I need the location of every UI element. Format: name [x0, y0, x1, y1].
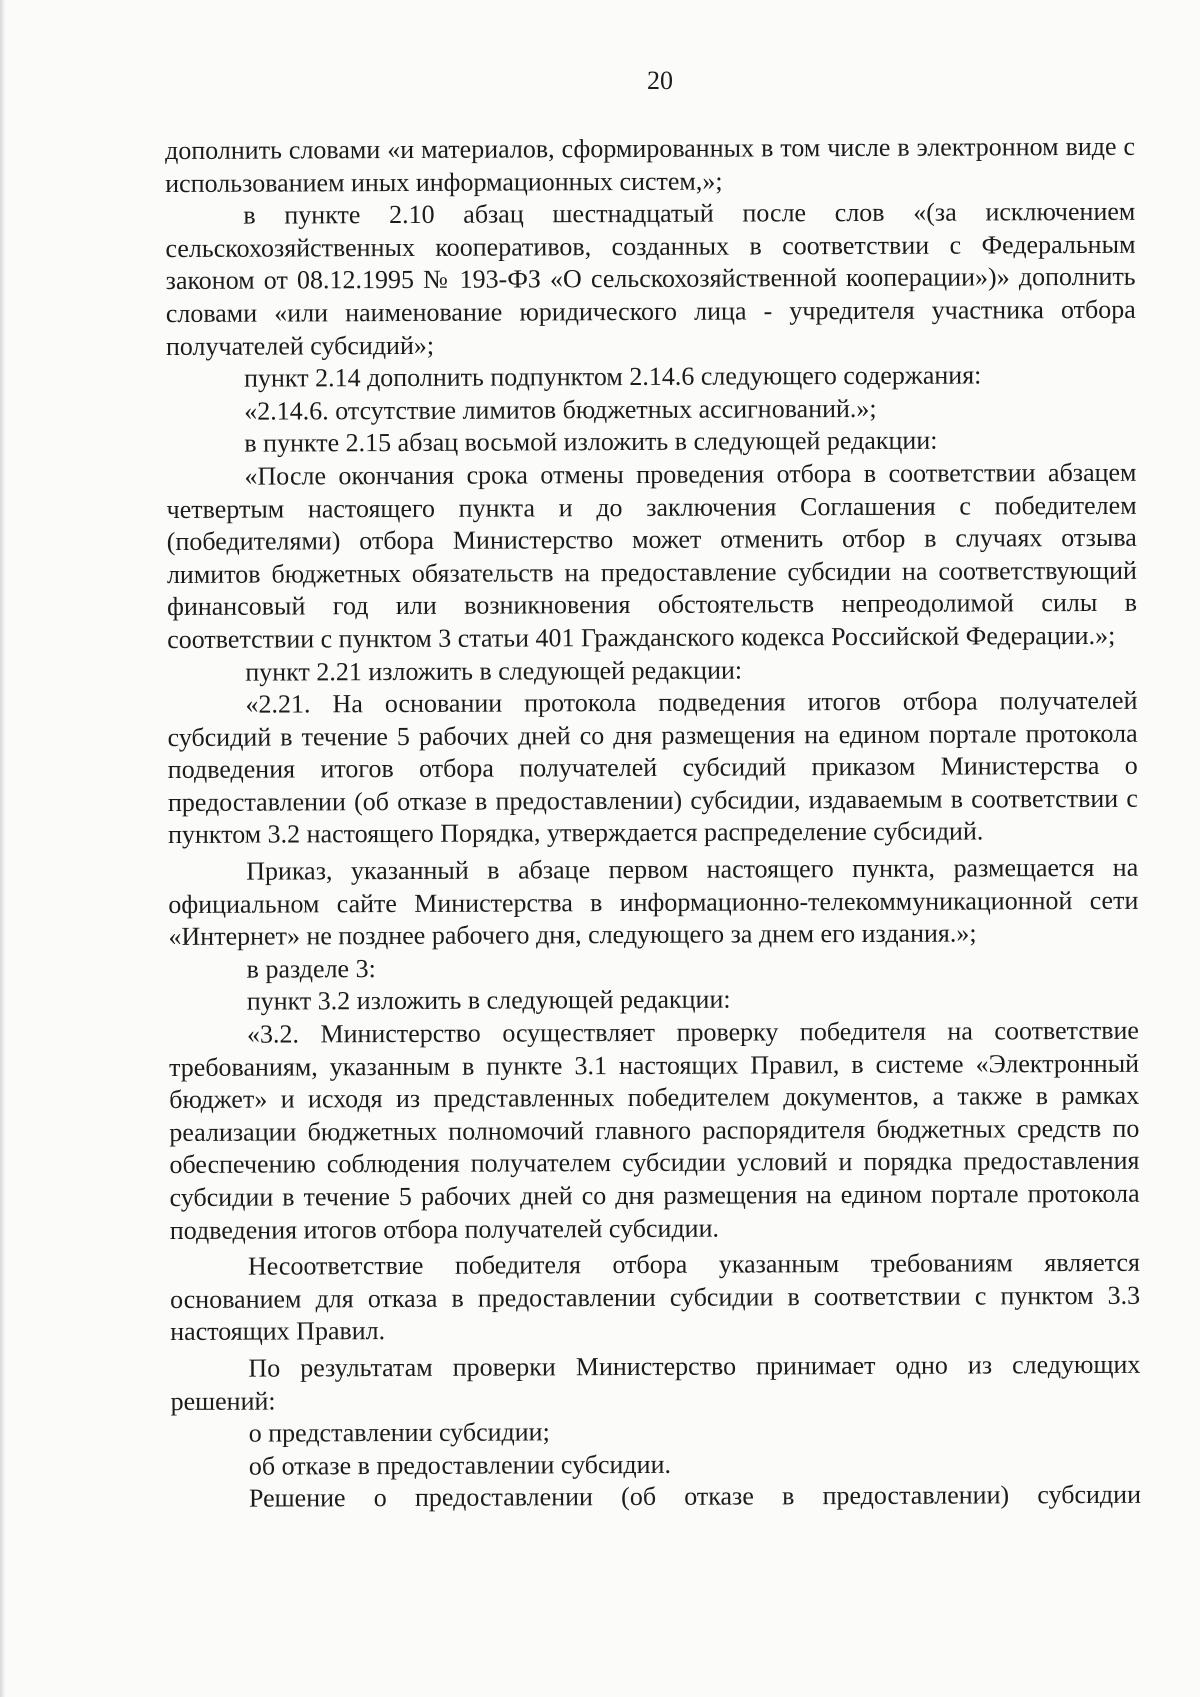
- page-number: 20: [647, 66, 673, 95]
- paragraph-14: По результатам проверки Министерство принимает одно из следующих решений:: [170, 1349, 1141, 1416]
- paragraph-9: Приказ, указанный в абзаце первом настоящего пункта, размещается на официальном сайте Министерства в информационно-телекоммуникационной сети «Интернет» не позднее рабочего дня, следующего за днем его издания.»;: [168, 852, 1139, 952]
- paragraph-16: об отказе в предоставлении субсидии.: [248, 1449, 672, 1481]
- paragraph-6: «После окончания срока отмены проведения отбора в соответствии абзацем четвертым настоящего пункта и до заключения Соглашения с победителем (победителями) отбора Министерство может отменить отбор в случаях отзыва лимитов бюджетных обязательств на предоставление субсидии на соответствующий финансовый год или возникновения обстоятельств непреодолимой силы в соответствии с пунктом 3 статьи 401 Гражданского кодекса Российской Федерации.»;: [166, 457, 1138, 654]
- document-body: [165, 131, 1141, 1516]
- scan-edge-shadow: [0, 0, 6, 1697]
- paragraph-1: дополнить словами «и материалов, сформированных в том числе в электронном виде с использованием иных информационных систем,»;: [165, 131, 1136, 198]
- paragraph-3: пункт 2.14 дополнить подпунктом 2.14.6 следующего содержания:: [243, 360, 982, 393]
- paragraph-4: «2.14.6. отсутствие лимитов бюджетных ассигнований.»;: [244, 393, 877, 426]
- paragraph-2: в пункте 2.10 абзац шестнадцатый после слов «(за исключением сельскохозяйственных кооперативов, созданных в соответствии с Федеральным законом от 08.12.1995 № 193-ФЗ «О сельскохозяйственной кооперации»)» дополнить словами «или наименование юридического лица - учредителя участника отбора получателей субсидий»;: [165, 196, 1136, 361]
- paragraph-12: «3.2. Министерство осуществляет проверку победителя на соответствие требованиям, указанным в пункте 3.1 настоящих Правил, в системе «Электронный бюджет» и исходя из представленных победителем документов, а также в рамках реализации бюджетных полномочий главного распорядителя бюджетных средств по обеспечению соблюдения получателем субсидии условий и порядка предоставления субсидии в течение 5 рабочих дней со дня размещения на едином портале протокола подведения итогов отбора получателей субсидии.: [169, 1015, 1140, 1245]
- paragraph-13: Несоответствие победителя отбора указанным требованиям является основанием для отказа в предоставлении субсидии в соответствии с пунктом 3.3 настоящих Правил.: [170, 1247, 1141, 1347]
- paragraph-5: в пункте 2.15 абзац восьмой изложить в следующей редакции:: [244, 425, 938, 459]
- paragraph-15: о представлении субсидии;: [248, 1417, 550, 1448]
- paragraph-8: «2.21. На основании протокола подведения итогов отбора получателей субсидий в течение 5 рабочих дней со дня размещения на едином портале протокола подведения итогов отбора получателей субсидий приказом Министерства о предоставлении (об отказе в предоставлении) субсидии, издаваемым в соответствии с пунктом 3.2 настоящего Порядка, утверждается распределение субсидий.: [167, 685, 1138, 850]
- paragraph-7: пункт 2.21 изложить в следующей редакции:: [245, 654, 743, 687]
- paragraph-11: пункт 3.2 изложить в следующей редакции:: [246, 984, 731, 1017]
- paragraph-17: Решение о предоставлении (об отказе в предоставлении) субсидии: [248, 1480, 1142, 1513]
- paragraph-10: в разделе 3:: [246, 953, 376, 984]
